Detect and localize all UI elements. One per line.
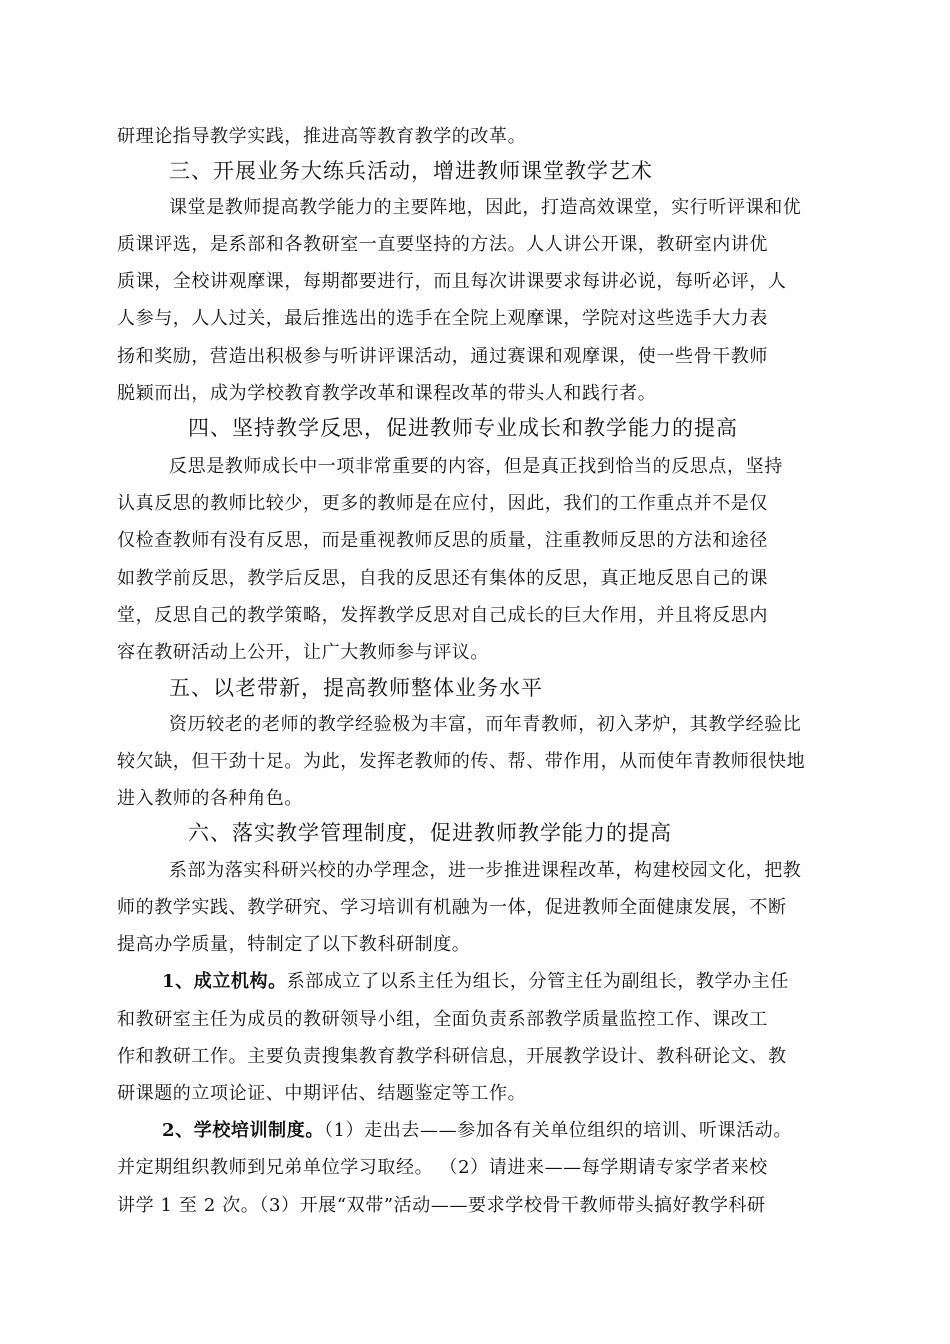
paragraph-line: 堂，反思自己的教学策略，发挥教学反思对自己成长的巨大作用，并且将反思内 [117, 605, 768, 626]
paragraph-line: 人参与，人人过关，最后推选出的选手在全院上观摩课，学院对这些选手大力表 [117, 308, 768, 329]
paragraph-line: 并定期组织教师到兄弟单位学习取经。 （2）请进来——每学期请专家学者来校 [117, 1157, 768, 1178]
paragraph-line: 容在教研活动上公开，让广大教师参与评议。 [117, 642, 489, 663]
paragraph-line: 质课，全校讲观摩课，每期都要进行，而且每次讲课要求每讲必说，每听必评，人 [117, 271, 787, 292]
paragraph-line: 和教研室主任为成员的教研领导小组，全面负责系部教学质量监控工作、课改工 [117, 1009, 768, 1030]
paragraph-line: 较欠缺，但干劲十足。为此，发挥老教师的传、帮、带作用，从而使年青教师很快地 [117, 751, 806, 772]
paragraph-line: 研理论指导教学实践，推进高等教育教学的改革。 [117, 126, 527, 147]
paragraph-line: 如教学前反思，教学后反思，自我的反思还有集体的反思，真正地反思自己的课 [117, 568, 768, 589]
paragraph-line: 反思是教师成长中一项非常重要的内容，但是真正找到恰当的反思点，坚持 [169, 456, 783, 477]
item-2-text: （1）走出去——参加各有关单位组织的培训、听课活动。 [323, 1120, 792, 1141]
paragraph-line: 扬和奖励，营造出积极参与听讲评课活动，通过赛课和观摩课，使一些骨干教师 [117, 346, 768, 367]
paragraph-line: 质课评选，是系部和各教研室一直要坚持的方法。人人讲公开课，教研室内讲优 [117, 234, 768, 255]
paragraph-line: 作和教研工作。主要负责搜集教育教学科研信息，开展教学设计、教科研论文、教 [117, 1046, 787, 1067]
section-heading-6: 六、落实教学管理制度，促进教师教学能力的提高 [188, 821, 672, 845]
paragraph-line: 提高办学质量，特制定了以下教科研制度。 [117, 934, 471, 955]
item-1-text: 系部成立了以系主任为组长，分管主任为副组长，教学办主任 [286, 971, 789, 992]
paragraph-line: 资历较老的老师的教学经验极为丰富，而年青教师，初入茅炉，其教学经验比 [169, 714, 802, 735]
paragraph-line: 进入教师的各种角色。 [117, 788, 303, 809]
paragraph-line: 课堂是教师提高教学能力的主要阵地，因此，打造高效课堂，实行听评课和优 [169, 197, 802, 218]
paragraph-line: 系部为落实科研兴校的办学理念，进一步推进课程改革，构建校园文化，把教 [169, 860, 802, 881]
section-heading-4: 四、坚持教学反思，促进教师专业成长和教学能力的提高 [188, 416, 738, 440]
item-1-title: 1、成立机构。 [162, 971, 287, 992]
paragraph-line: 仅检查教师有没有反思，而是重视教师反思的质量，注重教师反思的方法和途径 [117, 530, 768, 551]
paragraph-line: 研课题的立项论证、中期评估、结题鉴定等工作。 [117, 1083, 527, 1104]
section-heading-3: 三、开展业务大练兵活动，增进教师课堂教学艺术 [169, 159, 653, 183]
paragraph-line [162, 969, 862, 995]
paragraph-line: 师的教学实践、教学研究、学习培训有机融为一体，促进教师全面健康发展，不断 [117, 897, 787, 918]
paragraph-line: 认真反思的教师比较少，更多的教师是在应付，因此，我们的工作重点并不是仅 [117, 493, 768, 514]
paragraph-line: 脱颖而出，成为学校教育教学改革和课程改革的带头人和践行者。 [117, 383, 657, 404]
section-heading-5: 五、以老带新，提高教师整体业务水平 [169, 676, 543, 700]
paragraph-line [162, 1118, 862, 1144]
paragraph-line: 讲学 1 至 2 次。（3）开展“双带”活动——要求学校骨干教师带头搞好教学科研 [117, 1195, 766, 1216]
item-2-title: 2、学校培训制度。 [162, 1120, 324, 1141]
